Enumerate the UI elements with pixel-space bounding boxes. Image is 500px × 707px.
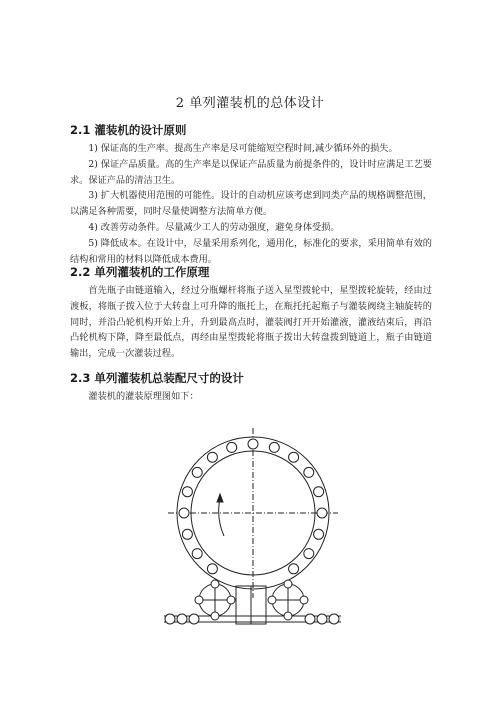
bottle-position	[317, 508, 327, 518]
section-heading-2-1: 2.1 灌装机的设计原则	[70, 123, 187, 137]
paragraph: 3) 扩大机器使用范围的可能性。设计的自动机应该考虑到同类产品的规格调整范围，以满足各种需要，同时尽量使调整方法简单方便。	[70, 190, 432, 218]
paragraph: 灌装机的灌装原理图如下：	[88, 391, 199, 402]
paragraph: 2) 保证产品质量。高的生产率是以保证产品质量为前提条件的，设计时应满足工艺要求。保证产品的清洁卫生。	[70, 158, 432, 186]
section-2-1-body	[70, 141, 432, 267]
star-wheel-pocket	[284, 580, 292, 588]
bottle-position	[192, 549, 202, 559]
rotation-arrowhead	[217, 494, 223, 502]
bottle-position	[248, 439, 258, 449]
bottle-position	[269, 442, 279, 452]
bottle-position	[179, 508, 189, 518]
rotation-arrow	[219, 498, 224, 536]
conveyor-bottle	[177, 614, 187, 624]
bottle-position	[227, 442, 237, 452]
star-wheel-pocket	[284, 612, 292, 620]
conveyor-bottle	[329, 614, 339, 624]
bottle-position	[182, 487, 192, 497]
bottle-position	[289, 564, 299, 574]
star-wheel-pocket	[211, 612, 219, 620]
bottle-position	[207, 564, 217, 574]
paragraph: 首先瓶子由链道输入，经过分瓶螺杆将瓶子送入星型拨轮中，星型拨轮旋转，经由过渡板，将瓶子拨入位于大转盘上可升降的瓶托上，在瓶托托起瓶子与灌装阀绕主轴旋转的同时，并沿凸轮机构开始上升，升到最高点时，灌装阀打开开始灌液，灌液结束后，再沿凸轮机构下降，降至最低点，再经由星型拨轮将瓶子拨出大转盘拨到链道上，瓶子由链道输出，完成一次灌装过程。	[70, 285, 432, 360]
bottle-position	[207, 452, 217, 462]
paragraph: 1) 保证高的生产率。提高生产率是尽可能缩短空程时间,减少循环外的损失。	[88, 143, 398, 154]
section-2-3-body	[70, 389, 432, 405]
star-wheel-pocket	[227, 596, 235, 604]
star-wheel-pocket	[195, 596, 203, 604]
filling-machine-diagram	[160, 418, 345, 633]
star-wheel-pocket	[268, 596, 276, 604]
bottle-position	[304, 549, 314, 559]
star-wheel-pocket	[211, 580, 219, 588]
section-heading-2-3: 2.3 单列灌装机总装配尺寸的设计	[70, 371, 244, 385]
conveyor-bottle	[165, 614, 175, 624]
conveyor-bottle	[189, 614, 199, 624]
section-2-2-body	[70, 283, 432, 362]
conveyor-bottle	[305, 614, 315, 624]
bottle-position	[182, 529, 192, 539]
paragraph: 4) 改善劳动条件。尽量减少工人的劳动强度，避免身体受损。	[88, 221, 340, 233]
page-title: 2 单列灌装机的总体设计	[175, 96, 325, 111]
conveyor-bottle	[317, 614, 327, 624]
bottle-position	[314, 487, 324, 497]
bottle-position	[289, 452, 299, 462]
bottle-position	[192, 467, 202, 477]
star-wheel-pocket	[300, 596, 308, 604]
section-heading-2-2: 2.2 单列灌装机的工作原理	[70, 265, 210, 279]
paragraph: 5) 降低成本。在设计中，尽量采用系列化，通用化，标准化的要求，采用简单有效的结构和常用的材料以降低成本费用。	[70, 237, 432, 265]
bottle-position	[304, 467, 314, 477]
bottle-position	[314, 529, 324, 539]
